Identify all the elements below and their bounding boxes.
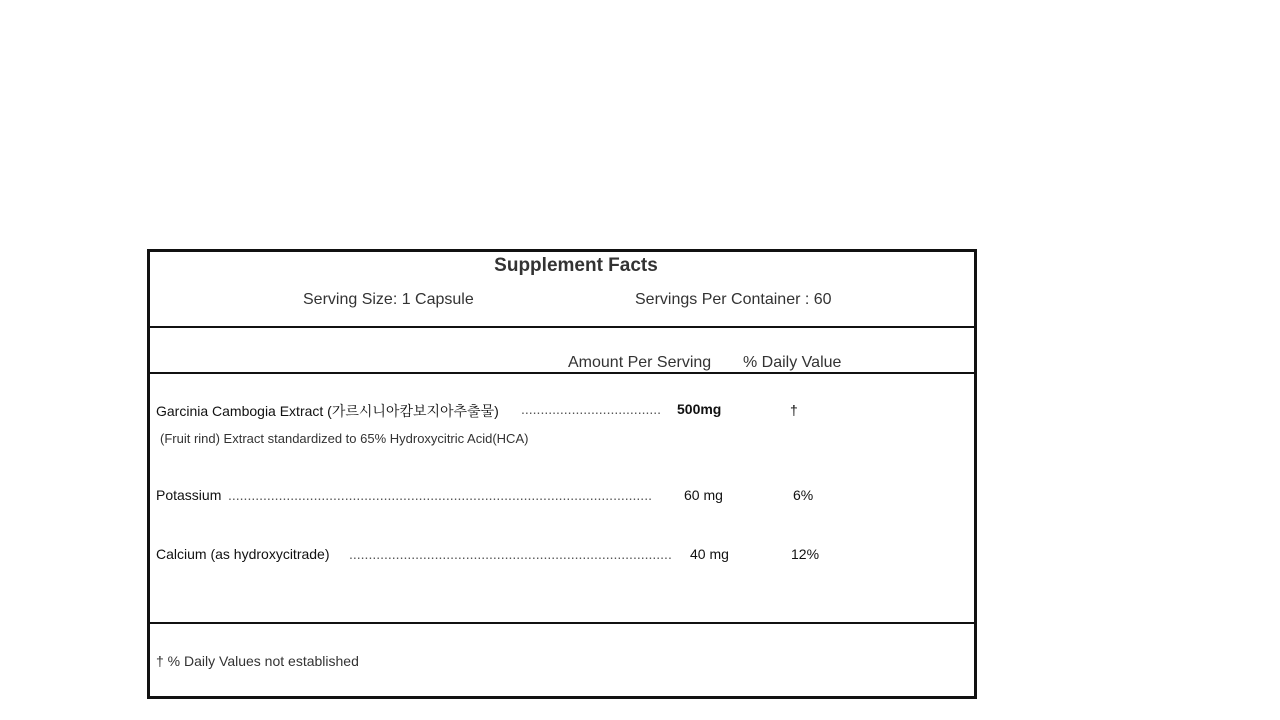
daily-value-calcium: 12% (791, 546, 820, 562)
ingredient-name-potassium: Potassium (156, 487, 222, 503)
footnote: † % Daily Values not established (156, 653, 359, 669)
amount-potassium: 60 mg (684, 487, 723, 503)
daily-value-garcinia: † (790, 402, 798, 418)
leader-dots-calcium: ................................................................................... (349, 546, 672, 562)
header-daily-value: % Daily Value (743, 354, 842, 371)
divider-header (150, 372, 974, 374)
amount-garcinia: 500mg (677, 401, 722, 417)
servings-per-container: Servings Per Container : 60 (635, 291, 832, 308)
divider-bottom (150, 622, 974, 624)
leader-dots-potassium: ............................................................................................................. (228, 487, 652, 503)
panel-title: Supplement Facts (494, 255, 658, 276)
serving-size: Serving Size: 1 Capsule (303, 291, 474, 308)
supplement-facts-panel (147, 249, 977, 699)
leader-dots-garcinia: .................................... (521, 401, 662, 417)
ingredient-name-garcinia: Garcinia Cambogia Extract (가르시니아캄보지아추출물) (156, 403, 499, 419)
daily-value-potassium: 6% (793, 487, 814, 503)
ingredient-subtext-garcinia: (Fruit rind) Extract standardized to 65% Hydroxycitric Acid(HCA) (160, 431, 529, 446)
ingredient-name-calcium: Calcium (as hydroxycitrade) (156, 546, 330, 562)
divider-top (150, 326, 974, 328)
amount-calcium: 40 mg (690, 546, 729, 562)
header-amount-per-serving: Amount Per Serving (568, 354, 712, 371)
